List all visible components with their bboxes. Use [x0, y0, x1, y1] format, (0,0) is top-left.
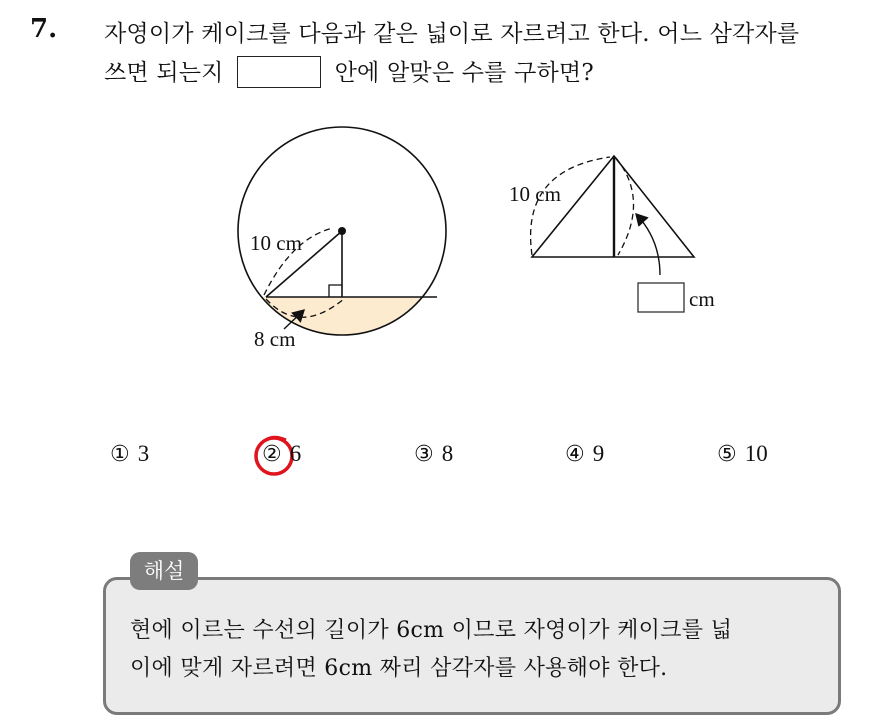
- choice-2-marker: ②: [262, 442, 282, 467]
- choice-1-value: 3: [137, 441, 150, 466]
- choice-3[interactable]: [414, 441, 453, 467]
- solution-box: [103, 577, 841, 715]
- choice-1-marker: ①: [110, 442, 130, 467]
- choice-2-value: 6: [289, 441, 302, 466]
- answer-choices: [0, 441, 884, 473]
- solution-text-line2: 이에 맞게 자르려면 6cm 짜리 삼각자를 사용해야 한다.: [130, 656, 668, 681]
- choice-4-marker: ④: [565, 442, 585, 467]
- circle-center-point: [338, 227, 346, 235]
- question-text-line1: 자영이가 케이크를 다음과 같은 넓이로 자르려고 한다. 어느 삼각자를: [104, 21, 800, 47]
- triangle-figure: [509, 156, 715, 312]
- solution-tab-label: 해설: [130, 552, 198, 590]
- height-blank-box: [638, 283, 684, 312]
- circle-radius-label: 10 cm: [250, 231, 302, 255]
- choice-4[interactable]: [565, 441, 604, 467]
- choice-5-value: 10: [744, 441, 768, 466]
- right-angle-mark: [329, 285, 342, 297]
- solution-text-line1: 현에 이르는 수선의 길이가 6cm 이므로 자영이가 케이크를 넓: [130, 618, 733, 643]
- triangle-side-label: 10 cm: [509, 182, 561, 206]
- choice-3-value: 8: [441, 441, 454, 466]
- height-blank-unit: cm: [689, 287, 715, 311]
- choice-2[interactable]: [262, 441, 301, 467]
- triangle-left-dashed-arc: [531, 157, 610, 255]
- question-text-after-blank: 안에 알맞은 수를 구하면?: [334, 60, 594, 86]
- circle-figure: [230, 127, 460, 357]
- choice-5-marker: ⑤: [717, 442, 737, 467]
- choice-4-value: 9: [592, 441, 605, 466]
- height-label-arrow: [637, 215, 660, 275]
- choice-3-marker: ③: [414, 442, 434, 467]
- triangle-right-dashed-arc: [616, 158, 634, 255]
- circle-chord-label: 8 cm: [254, 327, 296, 351]
- choice-1[interactable]: [110, 441, 149, 467]
- question-text-before-blank: 쓰면 되는지: [104, 60, 224, 86]
- choice-5[interactable]: [717, 441, 768, 467]
- question-number: 7.: [30, 14, 58, 44]
